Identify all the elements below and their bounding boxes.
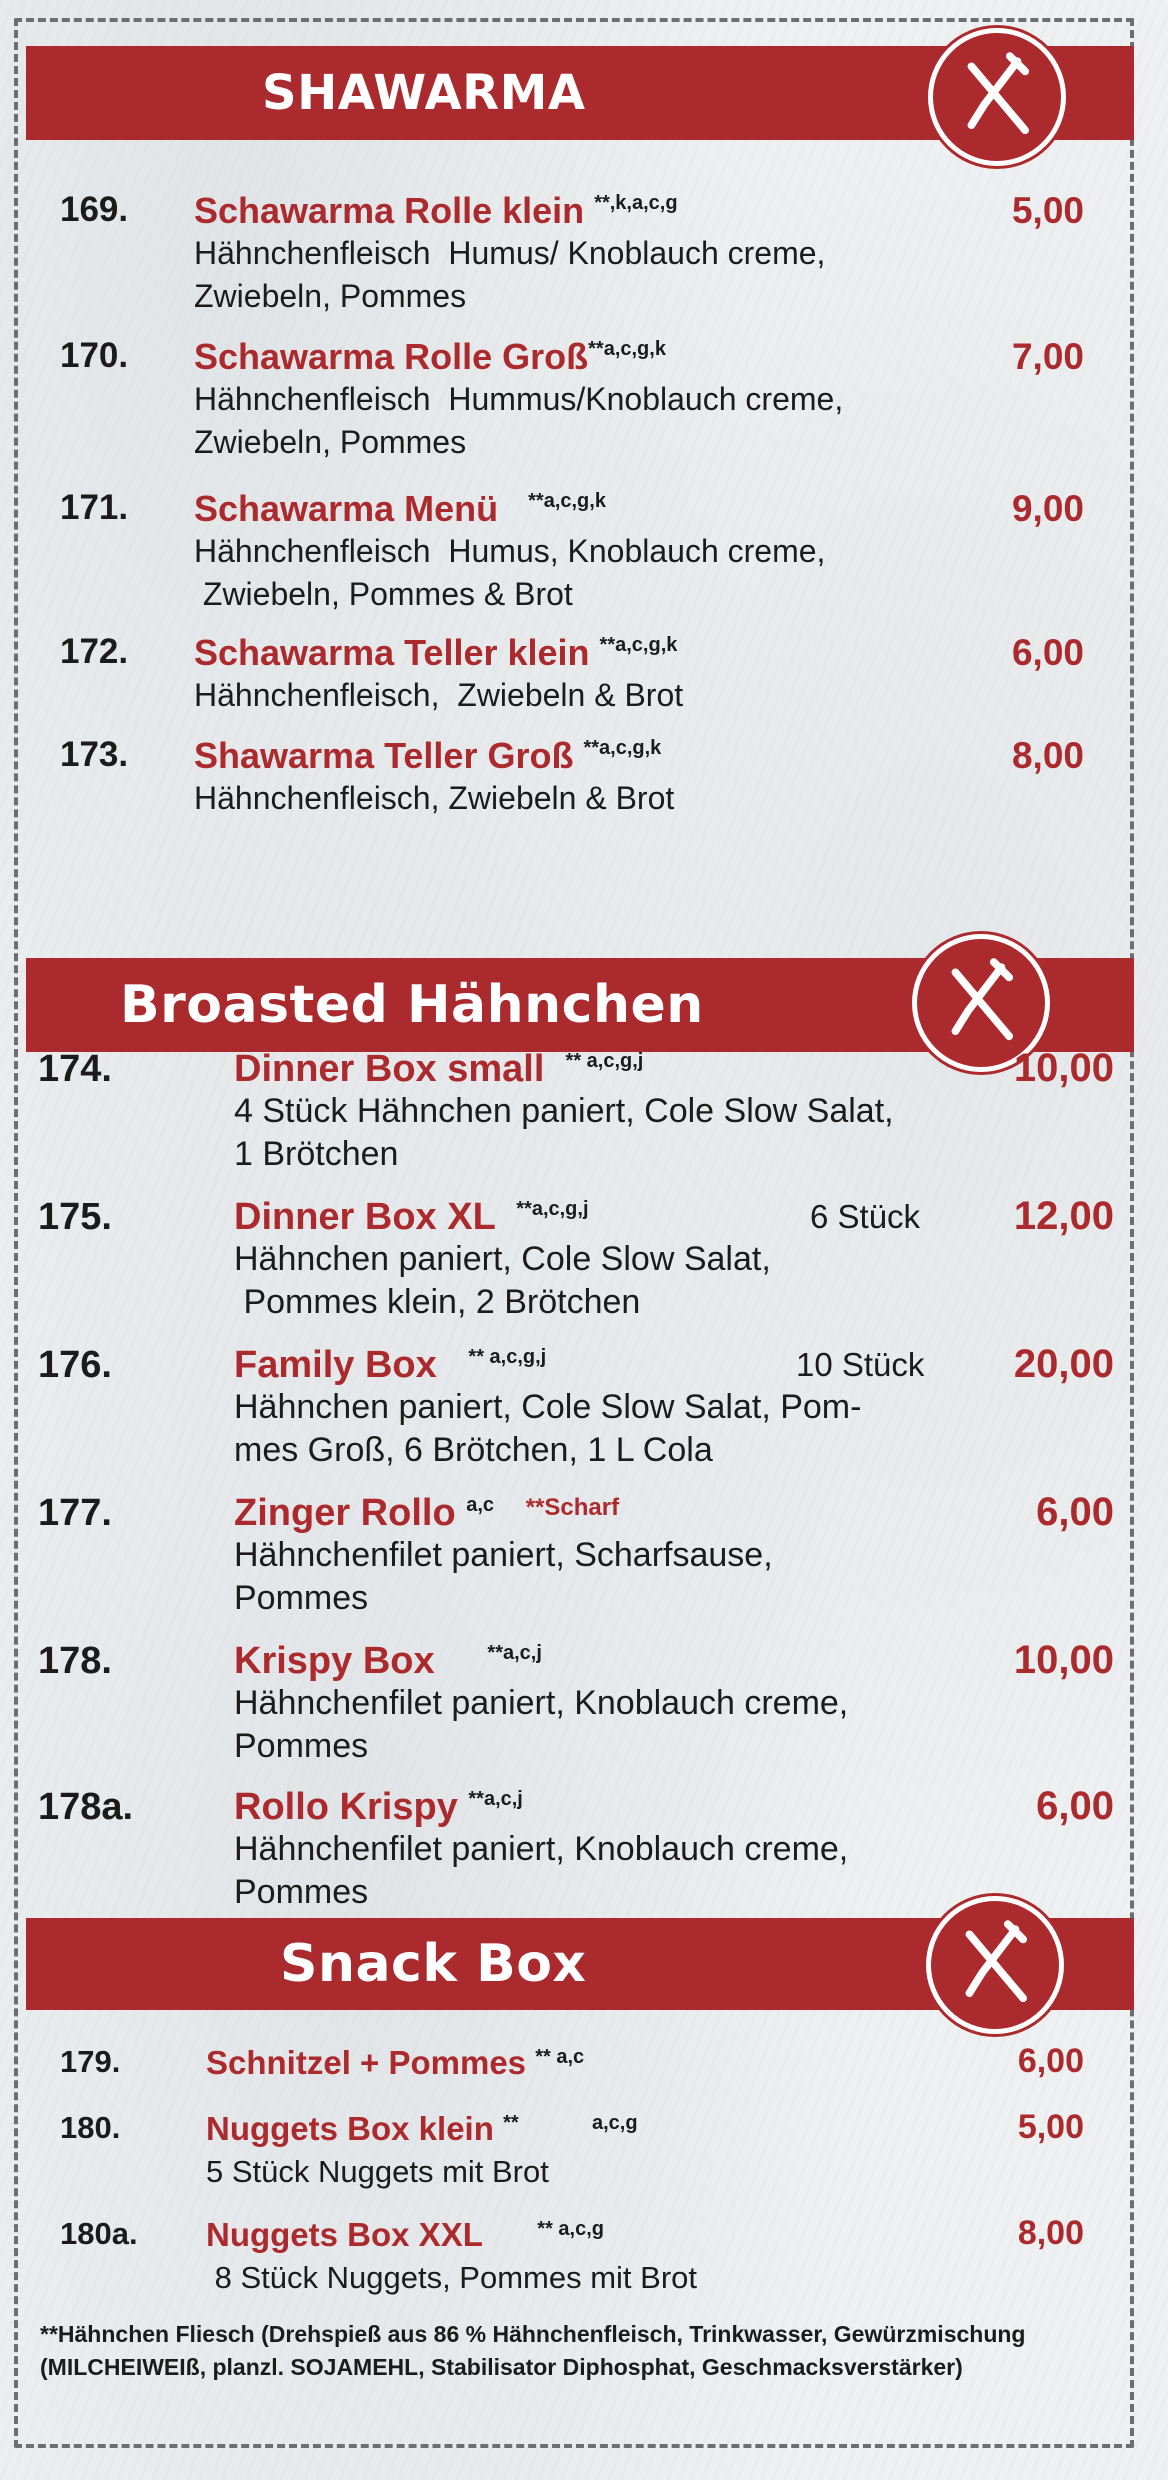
item-name: Schnitzel + Pommes $^{** a,c}$ [206,2044,585,2081]
item-name: Dinner Box XL $^{**a,c,g,j}$ [234,1196,589,1238]
item-pieces: 6 Stück [810,1198,921,1235]
item-number: 180a. [60,2216,138,2251]
item-description: Hähnchenfleisch Humus, Knoblauch creme, Zwiebeln, Pommes & Brot [194,533,826,612]
item-name: Rollo Krispy $^{**a,c,j}$ [234,1786,523,1828]
item-price: 5,00 [1017,2108,1084,2146]
section-title: SHAWARMA [262,65,586,121]
item-price: 6,00 [1036,1490,1114,1534]
item-description: Hähnchenfleisch Hummus/Knoblauch creme, Zwiebeln, Pommes [194,381,844,460]
item-name: Krispy Box $^{**a,c,j}$ [234,1640,542,1682]
item-name: Nuggets Box klein ** $^{a,c,g}$ [206,2110,638,2147]
item-name: Dinner Box small $^{** a,c,g,j}$ [234,1048,644,1090]
item-price: 5,00 [1011,190,1084,231]
item-number: 178a. [38,1786,134,1828]
item-number: 178. [38,1640,112,1682]
item-description: Hähnchenfleisch, Zwiebeln & Brot [194,677,684,713]
item-name: Schawarma Rolle Groß$^{**a,c,g,k}$ [194,336,666,377]
item-price: 6,00 [1036,1784,1114,1828]
item-price: 10,00 [1013,1046,1114,1090]
item-description: 8 Stück Nuggets, Pommes mit Brot [206,2260,698,2295]
item-number: 179. [60,2044,121,2079]
item-description: Hähnchenfilet paniert, Knoblauch creme, Pommes [234,1684,849,1765]
item-description: Hähnchen paniert, Cole Slow Salat, Pom- mes Groß, 6 Brötchen, 1 L Cola [234,1388,862,1469]
item-description: 5 Stück Nuggets mit Brot [206,2154,549,2189]
section-title: Snack Box [280,1934,587,1994]
item-name: Zinger Rollo $^{a,c}$ $^{**Scharf}$ [234,1492,620,1534]
item-pieces: 10 Stück [796,1346,925,1383]
item-description: Hähnchenfleisch, Zwiebeln & Brot [194,780,675,816]
item-number: 180. [60,2110,121,2145]
item-price: 6,00 [1017,2042,1084,2080]
item-price: 9,00 [1011,488,1084,529]
item-number: 172. [60,632,129,671]
fork-knife-icon [926,1896,1064,2034]
item-description: Hähnchenfilet paniert, Knoblauch creme, Pommes [234,1830,849,1911]
item-number: 169. [60,190,129,229]
item-number: 173. [60,735,129,774]
item-price: 8,00 [1017,2214,1084,2252]
item-price: 20,00 [1013,1342,1114,1386]
item-price: 6,00 [1011,632,1084,673]
item-description: Hähnchenfilet paniert, Scharfsause, Pommes [234,1536,773,1617]
item-name: Schawarma Teller klein $^{**a,c,g,k}$ [194,632,678,673]
item-description: Hähnchen paniert, Cole Slow Salat, Pommes klein, 2 Brötchen [234,1240,771,1321]
item-price: 12,00 [1013,1194,1114,1238]
item-name: Family Box $^{** a,c,g,j}$ [234,1344,547,1386]
fork-knife-icon [928,28,1066,166]
item-description: Hähnchenfleisch Humus/ Knoblauch creme, Zwiebeln, Pommes [194,235,826,314]
item-number: 176. [38,1344,112,1386]
section-title: Broasted Hähnchen [120,975,704,1035]
item-number: 175. [38,1196,112,1238]
item-name: Schawarma Rolle klein $^{**,k,a,c,g}$ [194,190,678,231]
allergen-footnote: **Hähnchen Fliesch (Drehspieß aus 86 % Hähnchenfleisch, Trinkwasser, Gewürzmischung (MILCHEIWEIß, planzl. SOJAMEHL, Stabilisator Diphosphat, Geschmacksverstärker) [40,2321,1026,2380]
item-name: Schawarma Menü $^{**a,c,g,k}$ [194,488,606,529]
item-number: 171. [60,488,129,527]
item-price: 8,00 [1011,735,1084,776]
item-price: 7,00 [1011,336,1084,377]
item-number: 177. [38,1492,112,1534]
item-name: Shawarma Teller Groß $^{**a,c,g,k}$ [194,735,662,776]
item-number: 174. [38,1048,112,1090]
item-price: 10,00 [1013,1638,1114,1682]
item-name: Nuggets Box XXL $^{** a,c,g}$ [206,2216,604,2253]
item-number: 170. [60,336,129,375]
item-description: 4 Stück Hähnchen paniert, Cole Slow Salat, 1 Brötchen [234,1092,894,1173]
